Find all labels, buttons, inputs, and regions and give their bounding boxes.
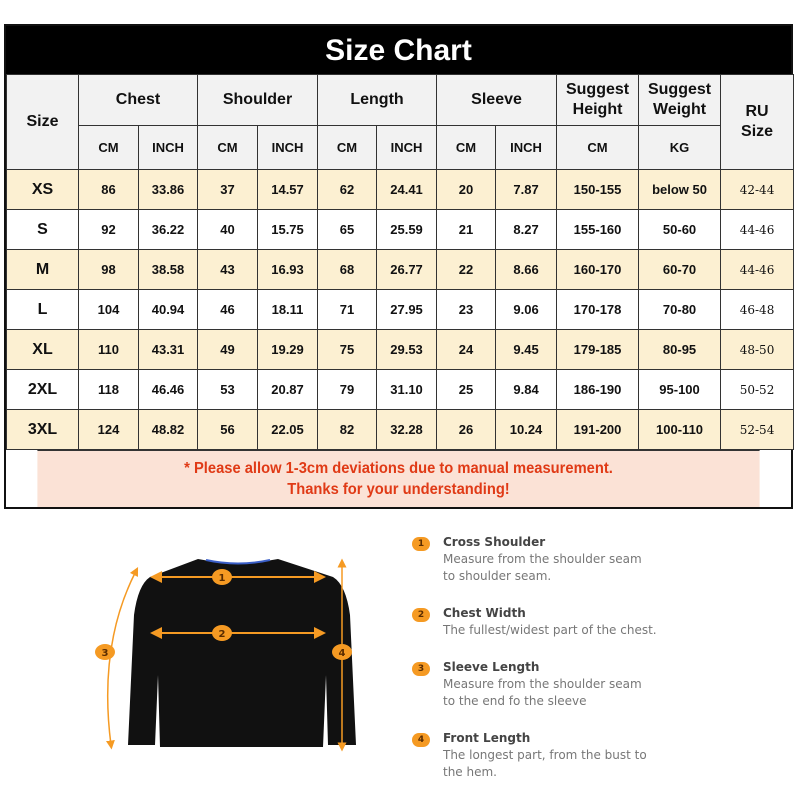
cell-shoulder-cm: 43	[198, 250, 258, 290]
cell-sleeve-in: 7.87	[496, 170, 557, 210]
legend-item-sleeve-length	[412, 659, 712, 710]
cell-chest-in: 46.46	[139, 370, 198, 410]
unit-header: INCH	[139, 126, 198, 170]
number-badge-icon: 2	[412, 608, 430, 622]
number-badge-icon: 1	[412, 537, 430, 551]
cell-shoulder-in: 16.93	[258, 250, 318, 290]
cell-size: XL	[7, 330, 79, 370]
cell-height: 150-155	[557, 170, 639, 210]
cell-weight: 60-70	[639, 250, 721, 290]
cell-length-in: 24.41	[377, 170, 437, 210]
cell-sleeve-cm: 26	[437, 410, 496, 450]
marker-2-icon	[212, 625, 232, 641]
cell-length-in: 31.10	[377, 370, 437, 410]
marker-4-icon	[332, 644, 352, 660]
header-sleeve: Sleeve	[437, 75, 557, 126]
legend-desc: to the end fo the sleeve	[443, 694, 587, 708]
legend-title: Front Length	[443, 731, 531, 745]
legend-title: Cross Shoulder	[443, 535, 546, 549]
legend-desc: Measure from the shoulder seam	[443, 677, 642, 691]
cell-shoulder-cm: 49	[198, 330, 258, 370]
cell-size: XS	[7, 170, 79, 210]
cell-length-in: 32.28	[377, 410, 437, 450]
cell-length-cm: 75	[318, 330, 377, 370]
cell-shoulder-in: 14.57	[258, 170, 318, 210]
cell-weight: 80-95	[639, 330, 721, 370]
unit-header: KG	[639, 126, 721, 170]
sweater-illustration	[88, 555, 378, 760]
cell-ru: 42-44	[721, 170, 794, 210]
legend-title: Sleeve Length	[443, 660, 540, 674]
cell-chest-in: 38.58	[139, 250, 198, 290]
cell-sleeve-in: 9.45	[496, 330, 557, 370]
svg-text:4: 4	[338, 648, 346, 659]
header-size: Size	[7, 75, 79, 170]
cell-size: 3XL	[7, 410, 79, 450]
table-row	[7, 210, 794, 250]
cell-shoulder-cm: 40	[198, 210, 258, 250]
legend-desc: Measure from the shoulder seam	[443, 552, 642, 566]
unit-header: CM	[557, 126, 639, 170]
legend-item-cross-shoulder	[412, 534, 712, 585]
legend-desc: the hem.	[443, 765, 497, 779]
cell-height: 170-178	[557, 290, 639, 330]
cell-height: 179-185	[557, 330, 639, 370]
legend-item-chest-width	[412, 605, 712, 639]
measurement-legend	[412, 534, 712, 781]
cell-sleeve-in: 8.27	[496, 210, 557, 250]
cell-shoulder-in: 15.75	[258, 210, 318, 250]
cell-sleeve-cm: 20	[437, 170, 496, 210]
cell-sleeve-in: 9.06	[496, 290, 557, 330]
cell-chest-cm: 118	[79, 370, 139, 410]
cell-size: S	[7, 210, 79, 250]
cell-shoulder-in: 19.29	[258, 330, 318, 370]
size-chart	[4, 24, 793, 509]
note-line-2: Thanks for your understanding!	[287, 481, 510, 498]
legend-desc: to shoulder seam.	[443, 569, 552, 583]
cell-size: L	[7, 290, 79, 330]
cell-ru: 50-52	[721, 370, 794, 410]
garment-diagram	[88, 555, 378, 760]
cell-chest-cm: 110	[79, 330, 139, 370]
size-table	[6, 74, 794, 450]
cell-sleeve-cm: 22	[437, 250, 496, 290]
cell-length-in: 26.77	[377, 250, 437, 290]
cell-chest-in: 43.31	[139, 330, 198, 370]
svg-text:2: 2	[218, 629, 226, 640]
cell-height: 155-160	[557, 210, 639, 250]
cell-size: 2XL	[7, 370, 79, 410]
cell-sleeve-cm: 25	[437, 370, 496, 410]
unit-header: CM	[437, 126, 496, 170]
cell-chest-cm: 92	[79, 210, 139, 250]
cell-shoulder-in: 22.05	[258, 410, 318, 450]
unit-header: INCH	[377, 126, 437, 170]
cell-shoulder-cm: 53	[198, 370, 258, 410]
cell-weight: 50-60	[639, 210, 721, 250]
legend-item-front-length	[412, 730, 712, 781]
header-shoulder: Shoulder	[198, 75, 318, 126]
cell-size: M	[7, 250, 79, 290]
unit-header: CM	[79, 126, 139, 170]
cell-chest-in: 33.86	[139, 170, 198, 210]
header-chest: Chest	[79, 75, 198, 126]
cell-weight: 70-80	[639, 290, 721, 330]
table-row	[7, 250, 794, 290]
cell-ru: 52-54	[721, 410, 794, 450]
table-row	[7, 170, 794, 210]
note-line-1: * Please allow 1-3cm deviations due to manual measurement.	[184, 460, 613, 477]
legend-desc: The longest part, from the bust to	[443, 748, 647, 762]
header-ru-size: RU Size	[721, 75, 794, 170]
cell-ru: 44-46	[721, 250, 794, 290]
unit-header: CM	[318, 126, 377, 170]
unit-header: CM	[198, 126, 258, 170]
cell-sleeve-cm: 24	[437, 330, 496, 370]
unit-header: INCH	[496, 126, 557, 170]
table-row	[7, 370, 794, 410]
legend-title: Chest Width	[443, 606, 526, 620]
cell-sleeve-cm: 21	[437, 210, 496, 250]
cell-length-in: 29.53	[377, 330, 437, 370]
cell-length-in: 25.59	[377, 210, 437, 250]
cell-shoulder-cm: 56	[198, 410, 258, 450]
table-row	[7, 410, 794, 450]
cell-shoulder-in: 18.11	[258, 290, 318, 330]
cell-length-in: 27.95	[377, 290, 437, 330]
cell-weight: below 50	[639, 170, 721, 210]
table-body	[7, 170, 794, 450]
cell-ru: 46-48	[721, 290, 794, 330]
marker-3-icon	[95, 644, 115, 660]
cell-length-cm: 68	[318, 250, 377, 290]
cell-chest-cm: 104	[79, 290, 139, 330]
cell-sleeve-cm: 23	[437, 290, 496, 330]
cell-chest-cm: 98	[79, 250, 139, 290]
cell-shoulder-cm: 46	[198, 290, 258, 330]
cell-ru: 48-50	[721, 330, 794, 370]
cell-shoulder-in: 20.87	[258, 370, 318, 410]
cell-ru: 44-46	[721, 210, 794, 250]
cell-height: 191-200	[557, 410, 639, 450]
unit-header: INCH	[258, 126, 318, 170]
cell-length-cm: 65	[318, 210, 377, 250]
cell-shoulder-cm: 37	[198, 170, 258, 210]
header-suggest-height: Suggest Height	[557, 75, 639, 126]
cell-height: 186-190	[557, 370, 639, 410]
sweater-shape	[128, 559, 356, 747]
header-length: Length	[318, 75, 437, 126]
table-row	[7, 330, 794, 370]
svg-text:3: 3	[101, 648, 109, 659]
cell-chest-in: 36.22	[139, 210, 198, 250]
cell-chest-cm: 124	[79, 410, 139, 450]
cell-weight: 95-100	[639, 370, 721, 410]
cell-length-cm: 82	[318, 410, 377, 450]
svg-text:1: 1	[218, 573, 226, 584]
cell-sleeve-in: 9.84	[496, 370, 557, 410]
number-badge-icon: 4	[412, 733, 430, 747]
cell-length-cm: 62	[318, 170, 377, 210]
cell-chest-in: 48.82	[139, 410, 198, 450]
header-suggest-weight: Suggest Weight	[639, 75, 721, 126]
cell-sleeve-in: 10.24	[496, 410, 557, 450]
number-badge-icon: 3	[412, 662, 430, 676]
cell-height: 160-170	[557, 250, 639, 290]
cell-chest-in: 40.94	[139, 290, 198, 330]
chart-title: Size Chart	[6, 26, 791, 74]
measurement-note	[37, 450, 759, 507]
table-row	[7, 290, 794, 330]
cell-chest-cm: 86	[79, 170, 139, 210]
cell-length-cm: 71	[318, 290, 377, 330]
legend-desc: The fullest/widest part of the chest.	[443, 623, 657, 637]
marker-1-icon	[212, 569, 232, 585]
cell-sleeve-in: 8.66	[496, 250, 557, 290]
cell-weight: 100-110	[639, 410, 721, 450]
cell-length-cm: 79	[318, 370, 377, 410]
